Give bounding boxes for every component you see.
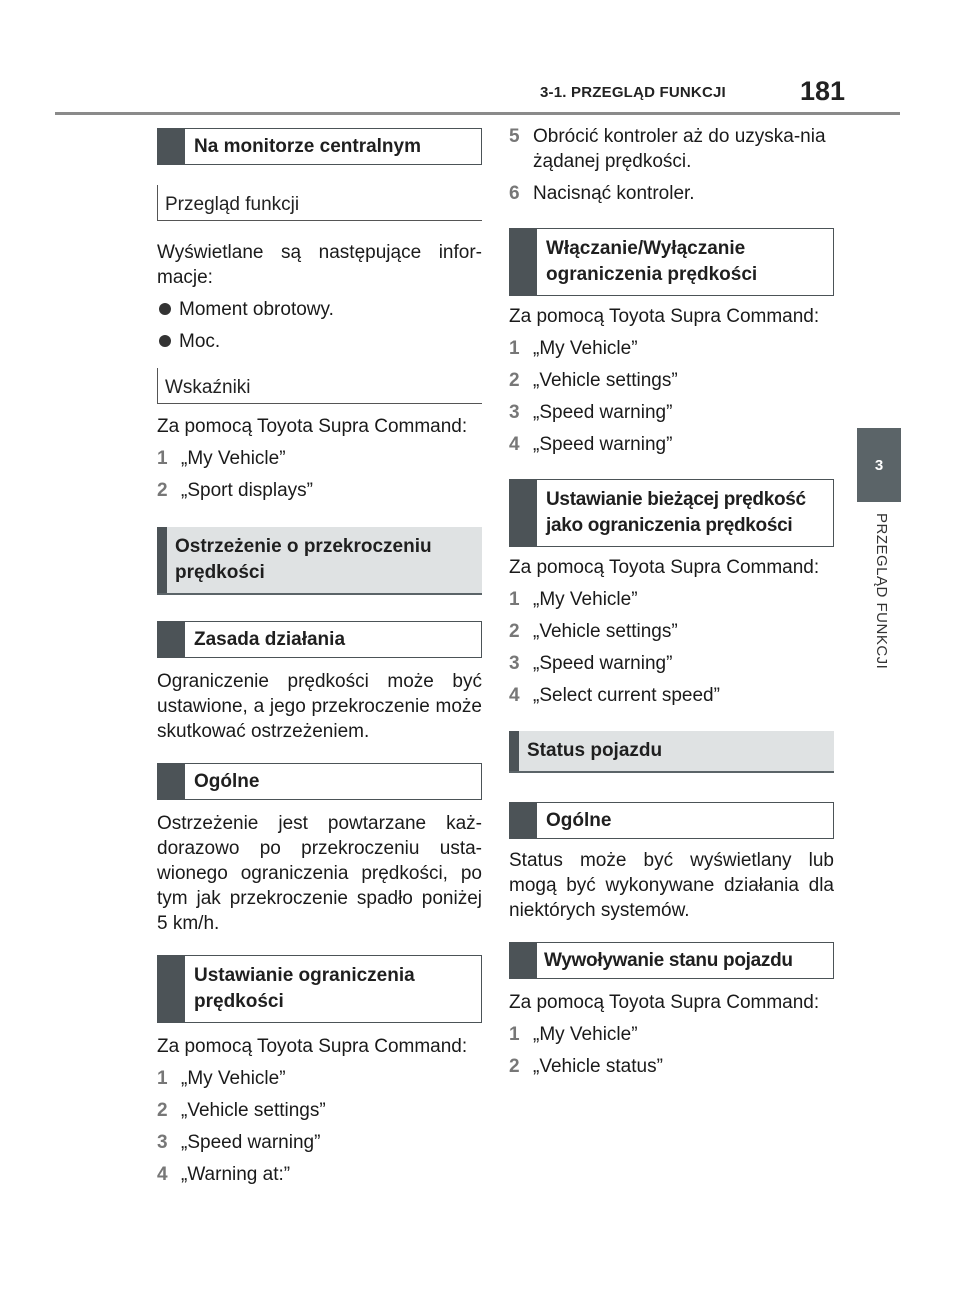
step-item: 4 „Speed warning”: [509, 434, 673, 455]
bullet-icon: [159, 303, 171, 315]
section-box: Ustawianie bieżącej prędkość jako ograniczenia prędkości: [509, 479, 834, 547]
paragraph: Za pomocą Toyota Supra Command:: [157, 1036, 468, 1057]
page-number: 181: [800, 76, 846, 106]
step-item: 2 „Sport displays”: [157, 480, 313, 501]
chapter-label: PRZEGLĄD FUNKCJI: [873, 513, 890, 670]
section-header-grey: Status pojazdu: [509, 731, 834, 773]
paragraph: Za pomocą Toyota Supra Command:: [157, 416, 468, 437]
section-box: Na monitorze centralnym: [157, 128, 482, 165]
step-item: 1 „My Vehicle”: [157, 448, 286, 469]
step-item: 6 Nacisnąć kontroler.: [509, 183, 695, 204]
step-item: 2 „Vehicle settings”: [509, 621, 678, 642]
bullet-icon: [159, 335, 171, 347]
step-item: 4 „Warning at:”: [157, 1164, 291, 1185]
step-item: 3 „Speed warning”: [509, 402, 673, 423]
section-box: Ustawianie ograniczenia prędkości: [157, 955, 482, 1023]
section-box: Włączanie/Wyłączanie ograniczenia prędkości: [509, 228, 834, 296]
step-item: 3 „Speed warning”: [509, 653, 673, 674]
step-item: 5 Obrócić kontroler aż do uzyska-nia żądanej prędkości.: [509, 126, 826, 172]
paragraph: Status może być wyświetlany lub mogą być wykonywane działania dla niektórych systemów.: [509, 850, 834, 921]
step-item: 1 „My Vehicle”: [509, 589, 638, 610]
step-item: 1 „My Vehicle”: [509, 338, 638, 359]
subheading: Wskaźniki: [157, 368, 482, 404]
header-rule: [55, 112, 900, 115]
section-title: 3-1. PRZEGLĄD FUNKCJI: [540, 84, 726, 101]
bullet-item: Moment obrotowy.: [157, 297, 482, 322]
bullet-item: Moc.: [157, 329, 482, 354]
section-box: Wywoływanie stanu pojazdu: [509, 942, 834, 979]
step-item: 1 „My Vehicle”: [157, 1068, 286, 1089]
step-item: 3 „Speed warning”: [157, 1132, 321, 1153]
paragraph: Za pomocą Toyota Supra Command:: [509, 306, 820, 327]
step-item: 2 „Vehicle status”: [509, 1056, 663, 1077]
step-item: 2 „Vehicle settings”: [509, 370, 678, 391]
step-item: 4 „Select current speed”: [509, 685, 720, 706]
paragraph: Ograniczenie prędkości może być ustawione, a jego przekroczenie może skutkować ostrzeżeniem.: [157, 671, 482, 742]
subheading: Przegląd funkcji: [157, 185, 482, 221]
section-box: Ogólne: [509, 802, 834, 839]
section-box: Ogólne: [157, 763, 482, 800]
paragraph: Za pomocą Toyota Supra Command:: [509, 557, 820, 578]
step-item: 2 „Vehicle settings”: [157, 1100, 326, 1121]
paragraph: Wyświetlane są następujące infor-macje:: [157, 242, 482, 288]
section-box: Zasada działania: [157, 621, 482, 658]
paragraph: Ostrzeżenie jest powtarzane każ-dorazowo po przekroczeniu usta-wionego ograniczenia prędkości, po tym jak przekroczenie spadło poniżej 5 km/h.: [157, 813, 482, 934]
section-header-grey: Ostrzeżenie o przekroczeniu prędkości: [157, 527, 482, 595]
left-column: [157, 128, 482, 1187]
right-column: [509, 124, 834, 1079]
chapter-tab[interactable]: 3: [857, 428, 901, 502]
paragraph: Za pomocą Toyota Supra Command:: [509, 992, 820, 1013]
step-item: 1 „My Vehicle”: [509, 1024, 638, 1045]
